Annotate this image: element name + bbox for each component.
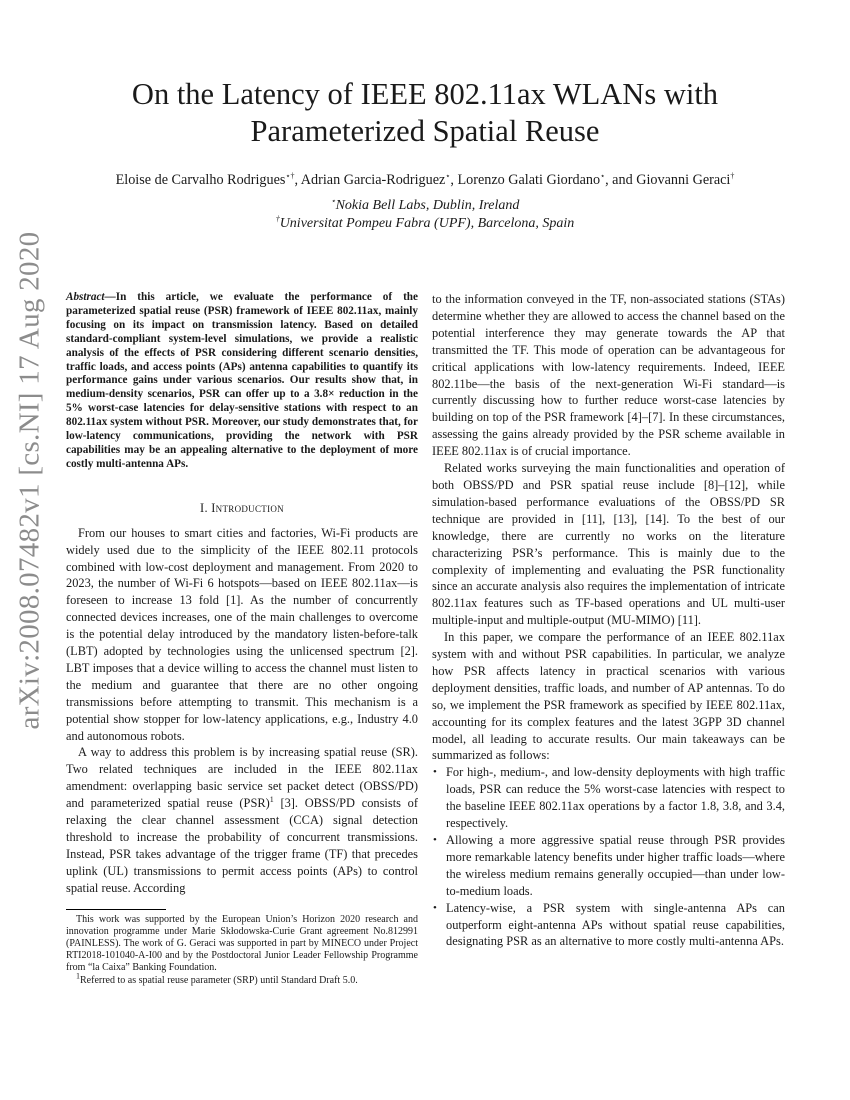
footnote-mark: 1 bbox=[76, 971, 80, 981]
right-column bbox=[432, 291, 785, 950]
takeaways-list bbox=[432, 764, 785, 950]
section-title: Introduction bbox=[211, 500, 284, 515]
author-list bbox=[60, 171, 790, 189]
paper-title bbox=[60, 76, 790, 150]
list-item bbox=[432, 900, 785, 951]
bullet-icon: • bbox=[433, 901, 437, 914]
arxiv-identifier-text: arXiv:2008.07482v1 [cs.NI] 17 Aug 2020 bbox=[13, 231, 46, 729]
author-separator: , and bbox=[605, 172, 637, 188]
body-paragraph: to the information conveyed in the TF, non-associated stations (STAs) determine whether they are allowed to access the channel based on the potential interference they may generate towards the AP that transmitted the TF. This mode of operation can be advantageous for critical applications with low-latency requirements. Indeed, IEEE 802.11be—the basis of the next-generation Wi-Fi standard—is currently discussing how to further reduce worst-case latencies by building on top of the PSR framework [4]–[7]. In these circumstances, assessing the gains already provided by the PSR scheme available in IEEE 802.11ax is of crucial importance. bbox=[432, 292, 785, 459]
body-paragraph: From our houses to smart cities and factories, Wi-Fi products are widely used due to the simplicity of the IEEE 802.11 protocols combined with low-cost deployment and management. From 2020 to 2023, the number of Wi-Fi 6 hotspots—based on IEEE 802.11ax—is foreseen to increase 13 fold [1]. As the number of concurrently connected devices increases, one of the main challenges to overcome is the potential delay introduced by the mandatory listen-before-talk (LBT) adopted by technologies using the unlicensed spectrum [2]. LBT imposes that a device willing to access the channel must listen to the medium and guarantee that there are no other ongoing transmissions before attempting to transmit. This mechanism is a potential show stopper for low-latency applications, e.g., Industry 4.0 and autonomous robots. bbox=[66, 525, 418, 743]
footnote-1 bbox=[66, 971, 418, 987]
affiliation-nokia bbox=[60, 197, 790, 215]
list-item bbox=[432, 832, 785, 900]
affiliation-upf bbox=[60, 215, 790, 233]
author-name: Eloise de Carvalho Rodrigues bbox=[115, 172, 286, 188]
author-separator: , bbox=[294, 172, 301, 188]
abstract-label: Abstract bbox=[66, 291, 105, 303]
list-item bbox=[432, 764, 785, 832]
section-number: I. bbox=[200, 500, 208, 515]
abstract-text: —In this article, we evaluate the performance of the parameterized spatial reuse (PSR) framework of IEEE 802.11ax, mainly focusing on its impact on transmission latency. Based on detailed standard-compliant system-level simulations, we provide a realistic analysis of the effects of PSR considering different scenario densities, traffic loads, and access points (APs) antenna capabilities to quantify its performance gains under various scenarios. Our results show that, in medium-density scenarios, PSR can offer up to a 3.8× reduction in the 5% worst-case latencies for delay-sensitive stations with respect to an 802.11ax system without PSR. Moreover, our study demonstrates that, for low-latency communications, providing the network with PSR capabilities may be an appealing alternative to the deployment of more costly multi-antenna APs. bbox=[66, 291, 418, 470]
body-paragraph bbox=[66, 744, 418, 896]
author-name: Adrian Garcia-Rodriguez bbox=[300, 172, 446, 188]
left-column bbox=[66, 291, 418, 987]
arxiv-identifier-stamp bbox=[10, 231, 50, 729]
footnote-reference: 1 bbox=[269, 795, 274, 805]
author-marks: ⋆† bbox=[285, 171, 295, 181]
affiliation-mark: † bbox=[275, 214, 280, 224]
bullet-icon: • bbox=[433, 766, 437, 779]
author-name: Giovanni Geraci bbox=[636, 172, 731, 188]
paragraph-text: [3]. OBSS/PD consists of relaxing the clear channel assessment (CCA) signal detection threshold to increase the probability of concurrent transmissions. Instead, PSR takes advantage of the trigger frame (TF) that precedes uplink (UL) transmissions to permit access points (APs) to control spatial reuse. According bbox=[66, 796, 419, 895]
title-line-1: On the Latency of IEEE 802.11ax WLANs with bbox=[131, 77, 719, 111]
author-marks: † bbox=[730, 171, 735, 181]
affiliation-text: Nokia Bell Labs, Dublin, Ireland bbox=[335, 198, 520, 213]
funding-footnote: This work was supported by the European Union’s Horizon 2020 research and innovation programme under Marie Skłodowska-Curie Grant agreement No.812991 (PAINLESS). The work of G. Geraci was supported in part by MINECO under Project RTI2018-101040-A-I00 and by the Postdoctoral Junior Leader Fellowship Programme from “la Caixa” Banking Foundation. bbox=[66, 913, 418, 974]
affiliation-mark: ⋆ bbox=[330, 196, 336, 206]
list-item-text: Allowing a more aggressive spatial reuse through PSR provides more remarkable latency benefits under higher traffic loads—where the wireless medium remains generally occupied—than under low-to-medium loads. bbox=[446, 833, 785, 898]
title-line-2: Parameterized Spatial Reuse bbox=[250, 114, 600, 148]
author-separator: , bbox=[450, 172, 458, 188]
author-marks: ⋆ bbox=[600, 171, 606, 181]
author-marks: ⋆ bbox=[445, 171, 451, 181]
footnote-text: Referred to as spatial reuse parameter (SRP) until Standard Draft 5.0. bbox=[80, 974, 358, 986]
list-item-text: For high-, medium-, and low-density deployments with high traffic loads, PSR can reduce the 5% worst-case latencies with respect to the baseline IEEE 802.11ax operations by a factor 1.8, 3.8, and 3.4, respectively. bbox=[446, 765, 785, 831]
body-paragraph: Related works surveying the main functionalities and operation of both OBSS/PD and PSR spatial reuse include [8]–[12], while simulation-based performance evaluations of the OBSS/PD SR technique are provided in [11], [13], [14]. To the best of our knowledge, there are currently no works on the literature characterizing PSR’s performance. This is mainly due to the complexity of implementing and evaluating the PSR functionality since an accurate analysis also requires the implementation of intricate 802.11ax features such as TF-based operations and UL multi-user multiple-input and multiple-output (MU-MIMO) [11]. bbox=[432, 461, 785, 628]
footnote-divider bbox=[66, 909, 166, 910]
affiliation-text: Universitat Pompeu Fabra (UPF), Barcelona, Spain bbox=[279, 216, 575, 231]
body-paragraph: In this paper, we compare the performance of an IEEE 802.11ax system with and without PSR capabilities. In particular, we analyze how PSR affects latency in practical scenarios with various deployment densities, traffic loads, and number of AP antennas. To do so, we implement the PSR framework as specified by IEEE 802.11ax, accounting for its complex features and the latest 3GPP 3D channel model, all leading to accurate results. Our main takeaways can be summarized as follows: bbox=[432, 630, 785, 763]
list-item-text: Latency-wise, a PSR system with single-antenna APs can outperform eight-antenna APs without spatial reuse capabilities, designating PSR as an alternative to more costly multi-antenna APs. bbox=[446, 900, 785, 949]
paragraph-text: A way to address this problem is by increasing spatial reuse (SR). Two related techniques are included in the IEEE 802.11ax amendment: overlapping basic service set packet detect (OBSS/PD) and parameterized spatial reuse (PSR) bbox=[66, 745, 418, 811]
author-name: Lorenzo Galati Giordano bbox=[457, 172, 601, 188]
abstract bbox=[66, 291, 418, 472]
section-heading-introduction bbox=[66, 500, 418, 517]
bullet-icon: • bbox=[433, 834, 437, 846]
